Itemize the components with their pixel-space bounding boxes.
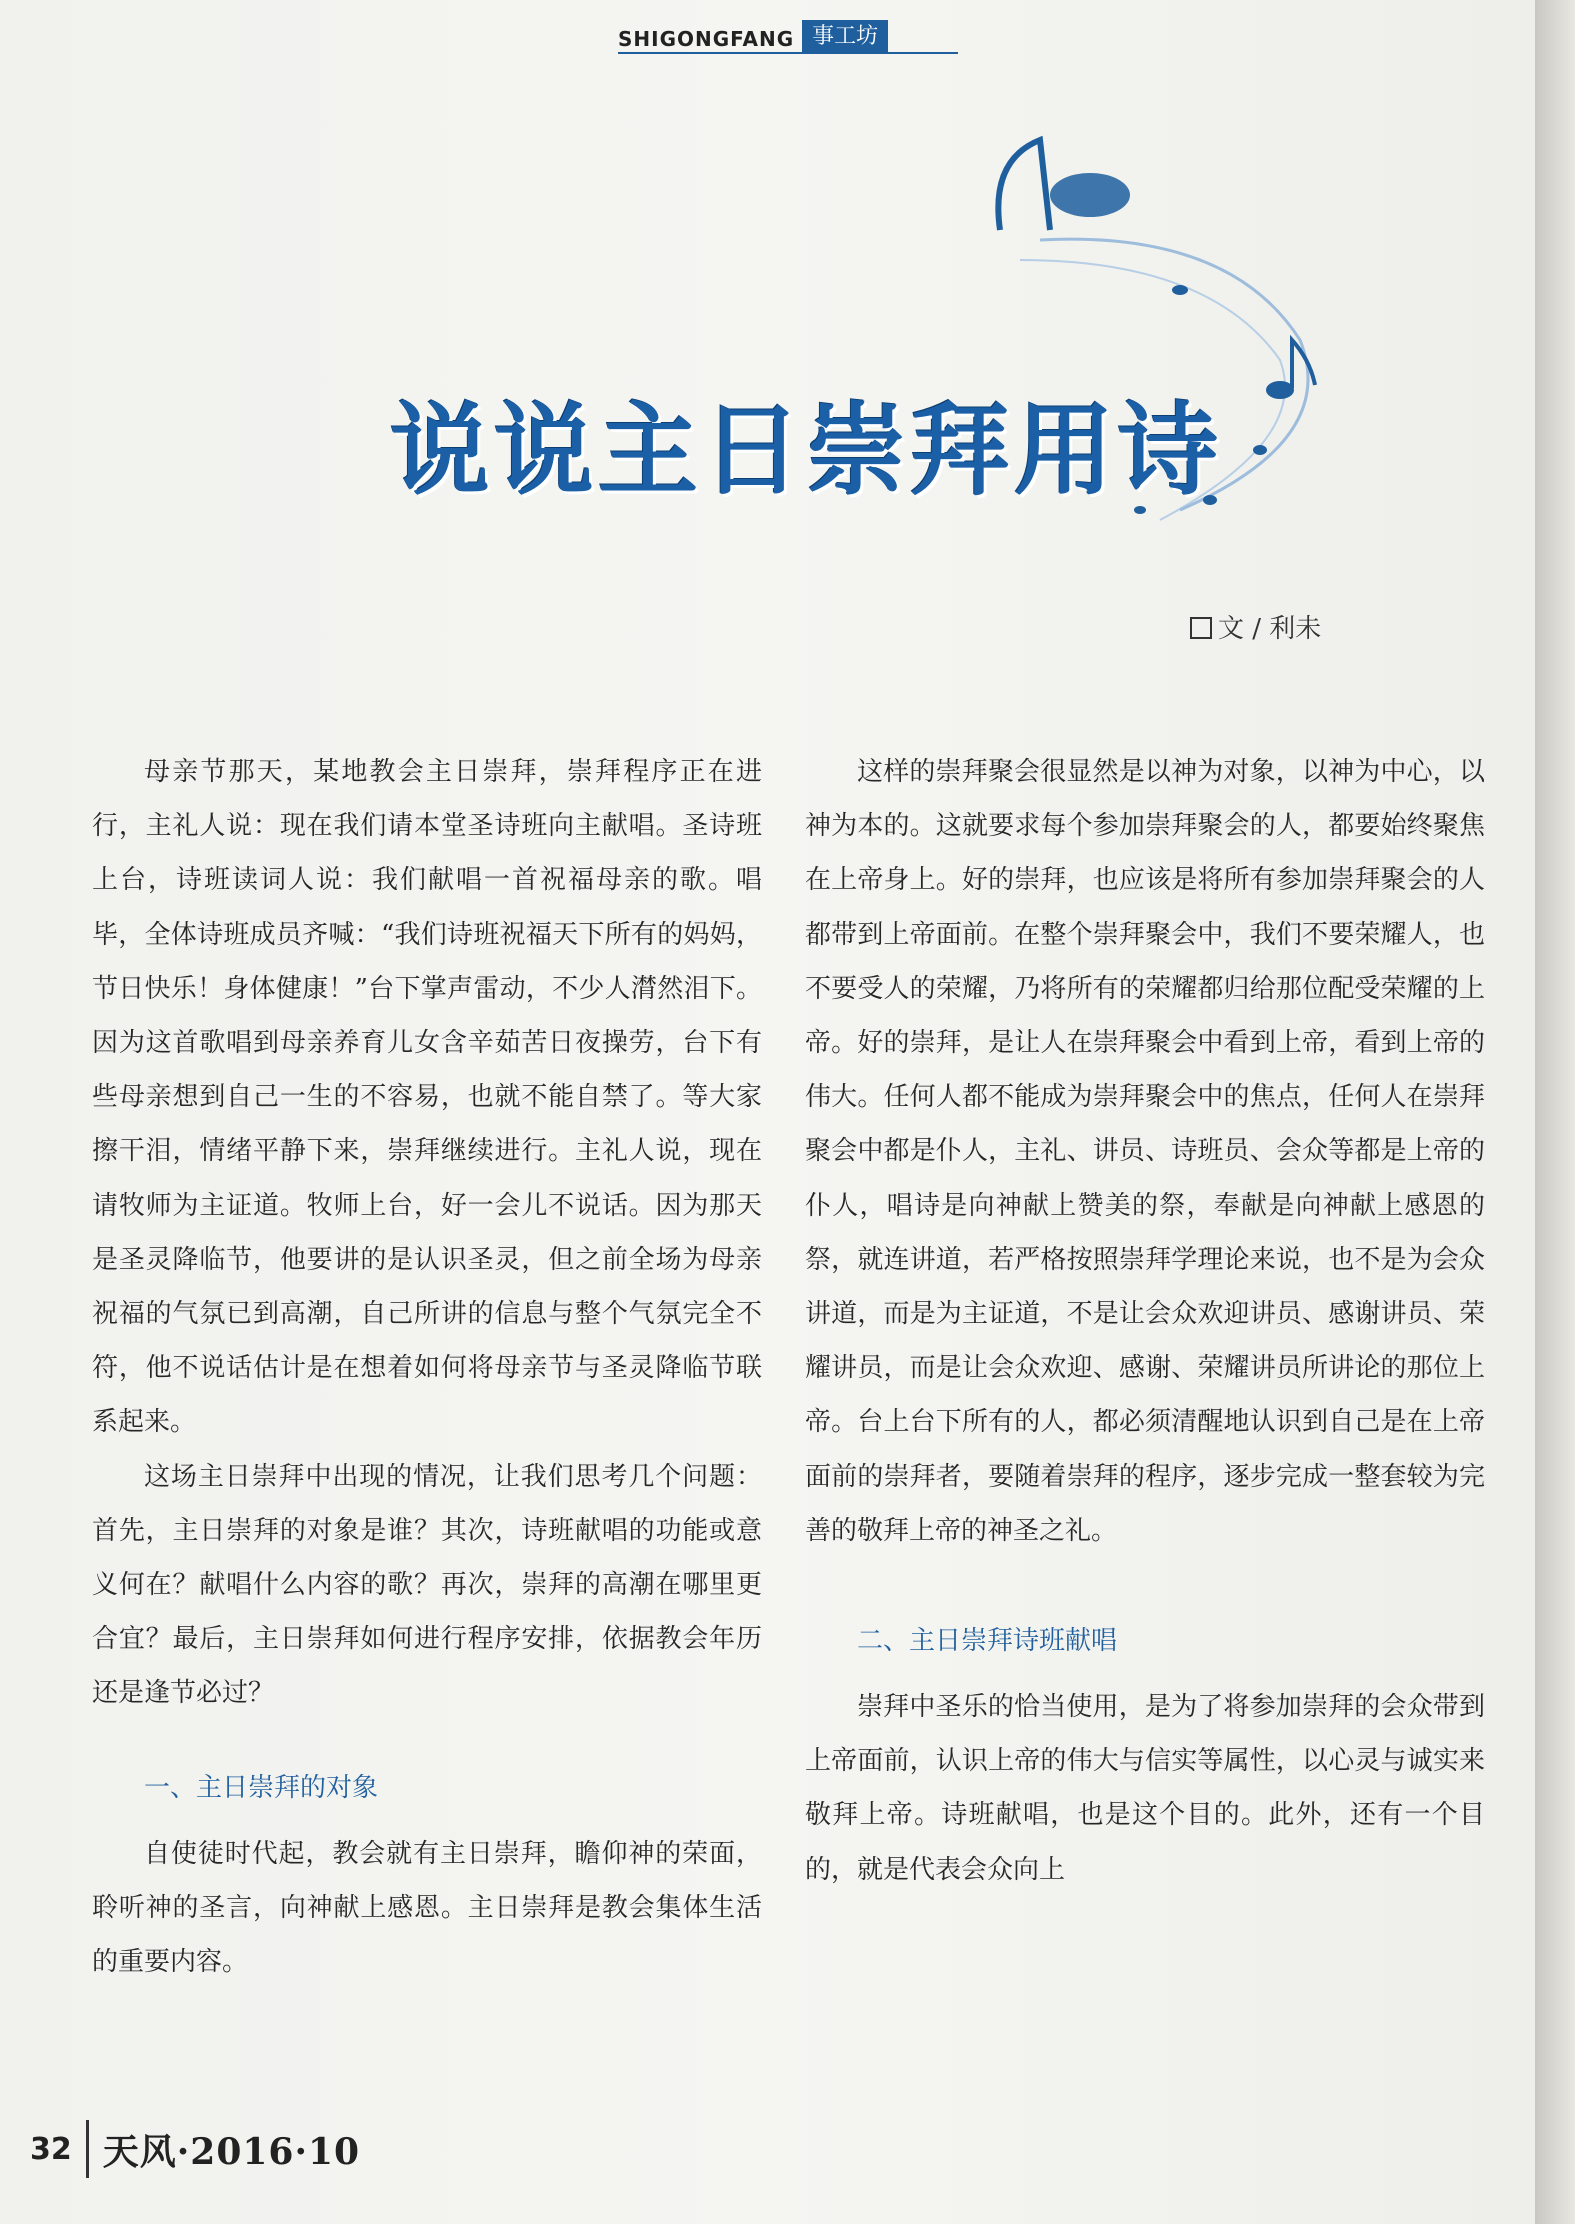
byline-box-icon	[1190, 617, 1212, 639]
header-latin: SHIGONGFANG	[618, 27, 795, 51]
page-number: 32	[30, 2131, 72, 2167]
paragraph: 这场主日崇拜中出现的情况，让我们思考几个问题：首先，主日崇拜的对象是谁？其次，诗班献唱的功能或意义何在？献唱什么内容的歌？再次，崇拜的高潮在哪里更合宜？最后，主日崇拜如何进行程序安排，依据教会年历还是逢节必过？	[92, 1461, 762, 1709]
left-column	[92, 745, 762, 1989]
section-header	[618, 14, 888, 54]
magazine-issue: 天风·2016·10	[102, 2130, 361, 2173]
paragraph: 这样的崇拜聚会很显然是以神为对象，以神为中心，以神为本的。这就要求每个参加崇拜聚会的人，都要始终聚焦在上帝身上。好的崇拜，也应该是将所有参加崇拜聚会的人都带到上帝面前。在整个崇拜聚会中，我们不要荣耀人，也不要受人的荣耀，乃将所有的荣耀都归给那位配受荣耀的上帝。好的崇拜，是让人在崇拜聚会中看到上帝，看到上帝的伟大。任何人都不能成为崇拜聚会中的焦点，任何人在崇拜聚会中都是仆人，主礼、讲员、诗班员、会众等都是上帝的仆人，唱诗是向神献上赞美的祭，奉献是向神献上感恩的祭，就连讲道，若严格按照崇拜学理论来说，也不是为会众讲道，而是为主证道，不是让会众欢迎讲员、感谢讲员、荣耀讲员，而是让会众欢迎、感谢、荣耀讲员所讲论的那位上帝。台上台下所有的人，都必须清醒地认识到自己是在上帝面前的崇拜者，要随着崇拜的程序，逐步完成一整套较为完善的敬拜上帝的神圣之礼。	[805, 757, 1485, 1546]
section-heading: 二、主日崇拜诗班献唱	[857, 1626, 1118, 1657]
paragraph: 自使徒时代起，教会就有主日崇拜，瞻仰神的荣面，聆听神的圣言，向神献上感恩。主日崇拜是教会集体生活的重要内容。	[92, 1838, 762, 1978]
right-column	[805, 745, 1485, 1897]
footer-divider	[86, 2120, 89, 2178]
section-heading: 一、主日崇拜的对象	[144, 1772, 379, 1803]
paragraph: 崇拜中圣乐的恰当使用，是为了将参加崇拜的会众带到上帝面前，认识上帝的伟大与信实等属性，以心灵与诚实来敬拜上帝。诗班献唱，也是这个目的。此外，还有一个目的，就是代表会众向上	[805, 1692, 1485, 1885]
header-section-label: 事工坊	[802, 20, 888, 54]
adjacent-page-edge	[1535, 0, 1575, 2224]
byline-text: 文 / 利未	[1218, 614, 1322, 644]
paragraph: 母亲节那天，某地教会主日崇拜，崇拜程序正在进行，主礼人说：现在我们请本堂圣诗班向主献唱。圣诗班上台，诗班读词人说：我们献唱一首祝福母亲的歌。唱毕，全体诗班成员齐喊：“我们诗班祝福天下所有的妈妈，节日快乐！身体健康！”台下掌声雷动，不少人潸然泪下。因为这首歌唱到母亲养育儿女含辛茹苦日夜操劳，台下有些母亲想到自己一生的不容易，也就不能自禁了。等大家擦干泪，情绪平静下来，崇拜继续进行。主礼人说，现在请牧师为主证道。牧师上台，好一会儿不说话。因为那天是圣灵降临节，他要讲的是认识圣灵，但之前全场为母亲祝福的气氛已到高潮，自己所讲的信息与整个气氛完全不符，他不说话估计是在想着如何将母亲节与圣灵降临节联系起来。	[92, 757, 762, 1438]
article-title: 说说主日崇拜用诗	[390, 392, 1222, 509]
byline	[1190, 608, 1321, 645]
page-footer	[30, 2120, 360, 2178]
header-rule	[618, 52, 958, 54]
